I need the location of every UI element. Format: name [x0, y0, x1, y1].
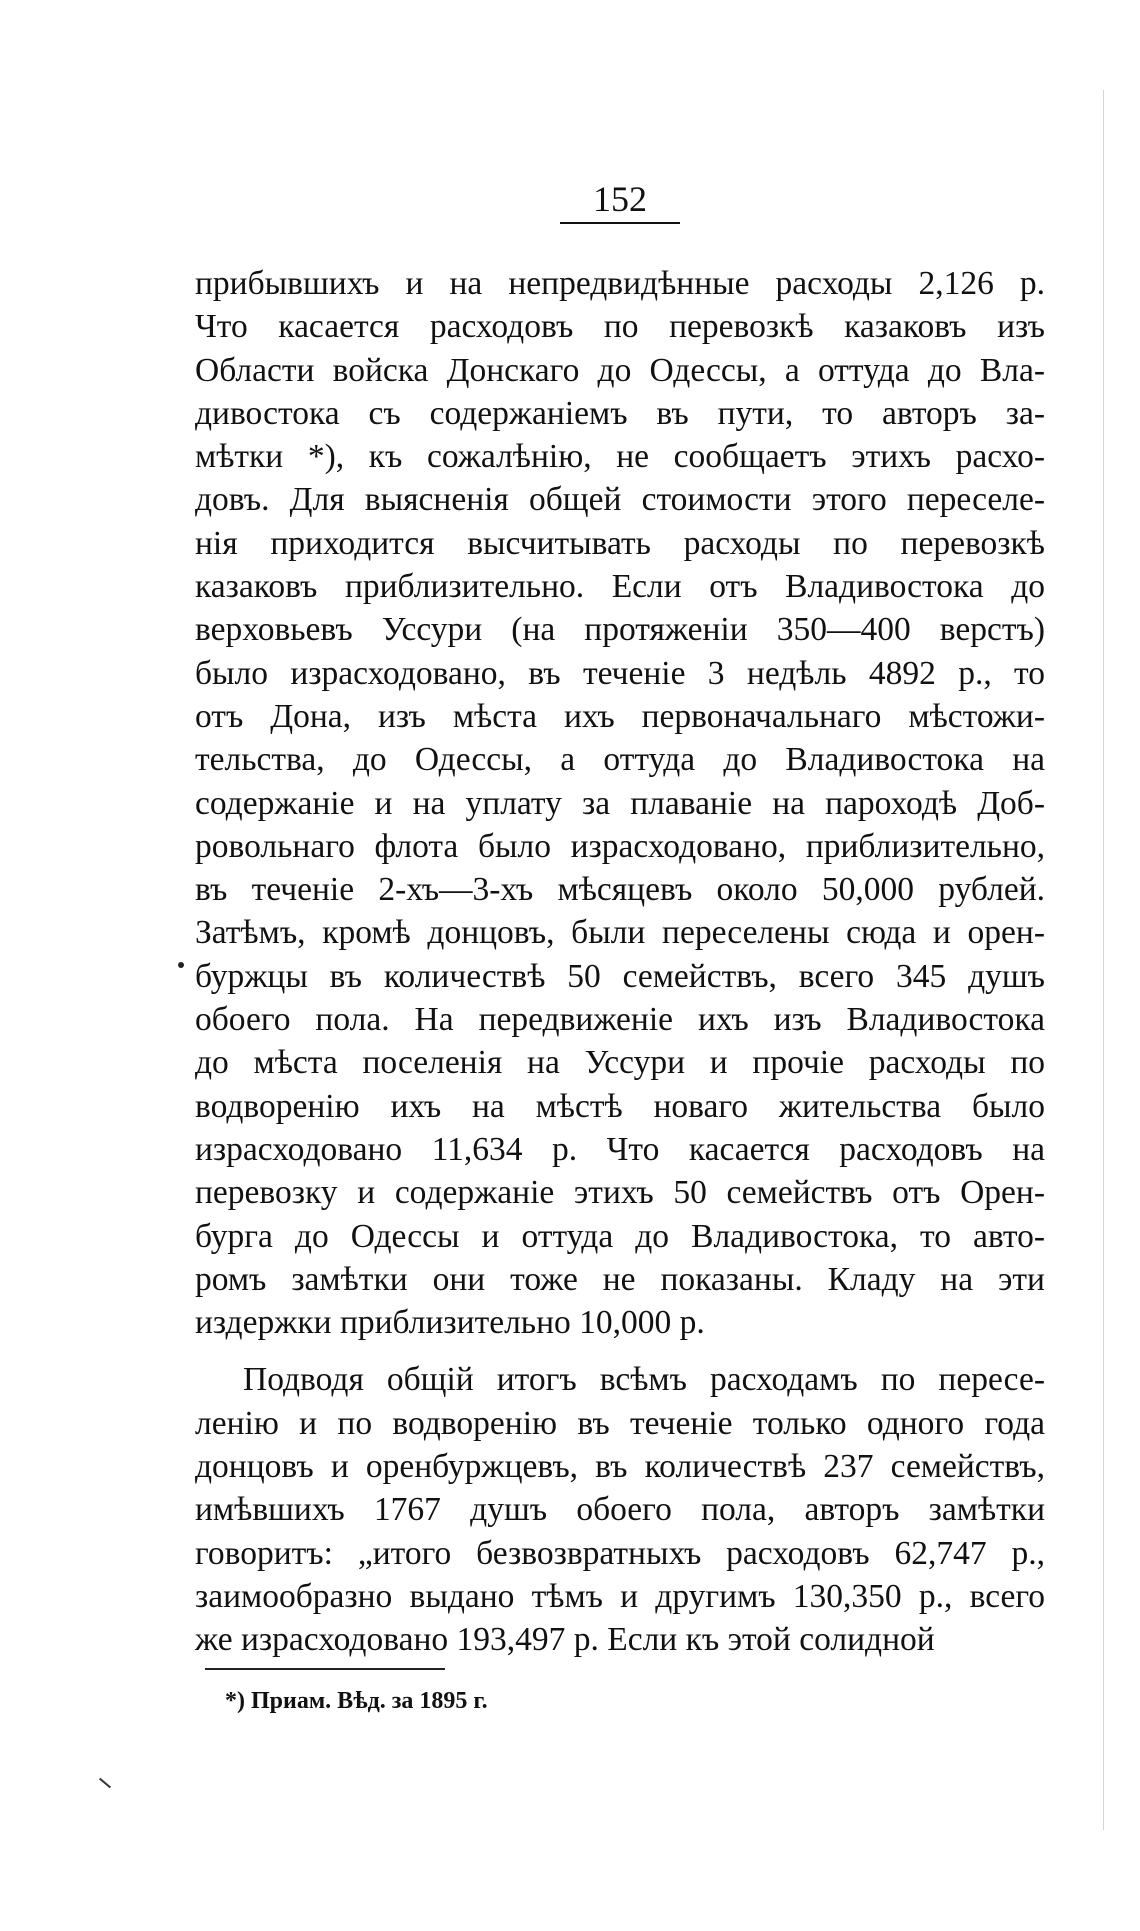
text-line: содержаніе и на уплату за плаваніе на пароходѣ Доб-: [195, 784, 1045, 822]
text-line: же израсходовано 193,497 р. Если къ этой солидной: [195, 1621, 935, 1659]
text-line: израсходовано 11,634 р. Что касается расходовъ на: [195, 1130, 1045, 1168]
footnote: *) Приам. Вѣд. за 1895 г.: [225, 1688, 488, 1714]
text-line: ромъ замѣтки они тоже не показаны. Кладу на эти: [195, 1260, 1045, 1298]
text-line: бурга до Одессы и оттуда до Владивостока, то авто-: [195, 1217, 1045, 1255]
text-line: донцовъ и оренбуржцевъ, въ количествѣ 237 семействъ,: [195, 1448, 1045, 1486]
text-line: издержки приблизительно 10,000 р.: [195, 1304, 705, 1342]
paragraph-gap: [195, 1344, 1045, 1358]
scan-edge-line: [1103, 90, 1104, 1830]
text-line: мѣтки *), къ сожалѣнію, не сообщаетъ этихъ расхо-: [195, 438, 1045, 476]
page-number-rule: [560, 222, 680, 224]
text-line: перевозку и содержаніе этихъ 50 семействъ отъ Орен-: [195, 1174, 1045, 1212]
text-line: обоего пола. На передвиженіе ихъ изъ Владивостока: [195, 1001, 1045, 1039]
text-line: въ теченіе 2-хъ—3-хъ мѣсяцевъ около 50,000 рублей.: [195, 871, 1045, 909]
text-line: заимообразно выдано тѣмъ и другимъ 130,350 р., всего: [195, 1577, 1045, 1615]
body-text: [195, 262, 1045, 1662]
text-line: довъ. Для выясненія общей стоимости этого переселе-: [195, 481, 1045, 519]
text-line: верховьевъ Уссури (на протяженіи 350—400 верстъ): [195, 611, 1045, 649]
text-line: Области войска Донскаго до Одессы, а оттуда до Вла-: [195, 351, 1045, 389]
text-line: прибывшихъ и на непредвидѣнные расходы 2,126 р.: [195, 265, 1045, 302]
text-line: ленію и по водворенію въ теченіе только одного года: [195, 1404, 1045, 1442]
text-line: тельства, до Одессы, а оттуда до Владивостока на: [195, 741, 1045, 779]
text-line: буржцы въ количествѣ 50 семействъ, всего 345 душъ: [195, 957, 1045, 995]
page-number: 152: [593, 179, 647, 219]
text-line: казаковъ приблизительно. Если отъ Владивостока до: [195, 568, 1045, 606]
margin-mark: [178, 962, 184, 968]
scan-mark: [99, 1778, 111, 1789]
text-line: водворенію ихъ на мѣстѣ новаго жительства было: [195, 1087, 1045, 1125]
text-line: отъ Дона, изъ мѣста ихъ первоначальнаго мѣстожи-: [195, 697, 1045, 735]
text-line: было израсходовано, въ теченіе 3 недѣль 4892 р., то: [195, 654, 1045, 692]
footnote-rule: [205, 1668, 445, 1670]
text-line: ровольнаго флота было израсходовано, приблизительно,: [195, 827, 1045, 865]
text-line: Затѣмъ, кромѣ донцовъ, были переселены сюда и орен-: [195, 914, 1045, 952]
text-line: говоритъ: „итого безвозвратныхъ расходовъ 62,747 р.,: [195, 1534, 1045, 1572]
text-line: имѣвшихъ 1767 душъ обоего пола, авторъ замѣтки: [195, 1491, 1045, 1529]
text-line: дивостока съ содержаніемъ въ пути, то авторъ за-: [195, 394, 1045, 432]
paragraph: [195, 262, 1045, 1344]
paragraph: [195, 1358, 1045, 1661]
text-line: до мѣста поселенія на Уссури и прочіе расходы по: [195, 1044, 1045, 1082]
text-line: нія приходится высчитывать расходы по перевозкѣ: [195, 524, 1045, 562]
text-line: Что касается расходовъ по перевозкѣ казаковъ изъ: [195, 308, 1045, 346]
text-line: Подводя общій итогъ всѣмъ расходамъ по пересе-: [243, 1361, 1045, 1399]
